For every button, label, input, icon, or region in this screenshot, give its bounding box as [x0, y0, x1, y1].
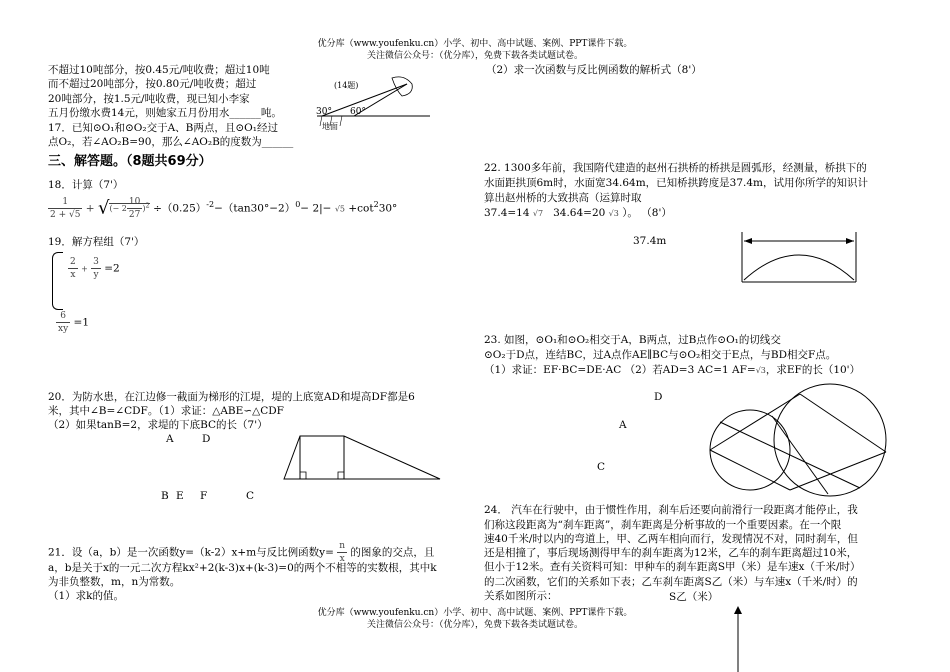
q24-line-4: 还是相撞了，事后现场测得甲车的刹车距离为12米，乙车的刹车距离超过10米， [484, 547, 858, 559]
q16-line-2: 而不超过20吨部分，按0.80元/吨收费；超过 [48, 78, 257, 90]
header-line-1: 优分库（www.youfenku.cn）小学、初中、高中试题、案例、PPT课件下载。 [317, 39, 633, 49]
q23-line-2: ⊙O₂于D点，连结BC，过A点作AE∥BC与⊙O₂相交于E点，与BD相交F点。 [484, 349, 837, 361]
q16-line-3: 20吨部分，按1.5元/吨收费，现已知小李家 [48, 93, 250, 105]
q24-line-6: 的二次函数，它们的关系如下表；乙车刹车距离S乙（米）与车速x（千米/时）的 [484, 576, 858, 588]
q24-line-3: 速40千米/时以内的弯道上，甲、乙两车相向而行，发现情况不对，同时刹车，但 [484, 533, 858, 545]
bridge-span-label: 37.4m [633, 235, 667, 247]
q23-line-3: （1）求证：EF·BC=DE·AC （2）若AD=3 AC=1 AF=√3，求EF的长（10'） [484, 364, 861, 376]
q23-point-c-label: C [597, 461, 606, 473]
angle-60-label: 60° [350, 107, 366, 117]
q23-point-a-label: A [619, 419, 627, 431]
q18-root: (− 2 $\frac{10}{27}$ )$^2$ [109, 197, 150, 221]
figure-14 [312, 74, 437, 134]
figure-14-label: (14题) [334, 81, 359, 90]
q21-line-3: 为非负整数，m，n为常数。 [48, 576, 181, 588]
q21-line-4: （1）求k的值。 [48, 590, 125, 602]
q24-line-7: 关系如图所示： [484, 590, 558, 602]
section-3-heading: 三、解答题。（8题共69分） [48, 154, 212, 169]
q17-line-2: 点O₂，若∠AO₂B=90，那么∠AO₂B的度数为______ [48, 136, 294, 148]
embankment-trapezoid-figure [282, 432, 442, 482]
q23-point-d-label: D [654, 391, 663, 403]
q19-title: 19．解方程组（7'） [48, 236, 145, 248]
q20-line-1: 20．为防水患，在江边修一截面为梯形的江堤，堤的上底宽AD和堤高DF都是6 [48, 391, 415, 403]
q18-expression: $\frac{1}{2 + √5}$ + √(− 2 $\frac{10}{27}$ )$^2 \div(0.25)^{-2}-(\tan 30^\circ-2)^0- 2|- √5 +\cot^230^\circ$ [50, 197, 398, 221]
angle-30-label: 30° [316, 107, 332, 117]
q18-fraction: $\frac{1}{2 + √5}$ [50, 197, 81, 221]
q19-equation-1: $\frac{2}{x}$ + $\frac{3}{y}$ =2 [70, 257, 120, 281]
q16-line-1: 不超过10吨部分，按0.45元/吨收费；超过10吨 [48, 64, 270, 76]
q19-equation-2: $\frac{6}{xy}$ =1 [58, 311, 89, 335]
q21-line-1: 21．设（a，b）是一次函数y=（k-2）x+m与反比例函数y= $\frac{n}{x}$ 的图象的交点，且 [48, 541, 435, 565]
ground-label: 地面 [322, 122, 338, 131]
q16-line-4: 五月份缴水费14元，则她家五月份用水______吨。 [48, 107, 282, 119]
footer-line-2: 关注微信公众号：（优分库），免费下载各类试题试卷。 [366, 620, 583, 630]
point-f-label: F [200, 490, 208, 502]
point-c-label: C [246, 490, 255, 502]
header-line-2: 关注微信公众号：（优分库），免费下载各类试题试卷。 [366, 51, 583, 61]
equation-system-brace [52, 252, 63, 310]
q21-part-2: （2）求一次函数与反比例函数的解析式（8'） [486, 64, 702, 76]
bridge-arch-figure [738, 232, 863, 284]
q18-title: 18．计算（7'） [48, 179, 124, 191]
point-e-label: E [176, 490, 184, 502]
q22-line-4: 37.4=14 √7 34.64=20 √3 ）。 （8'） [484, 207, 672, 219]
q21-line-2: a，b是关于x的一元二次方程kx²+2(k-3)x+(k-3)=0的两个不相等的实数根，其中k [48, 562, 437, 574]
q20-line-2: 米，其中∠B=∠CDF。（1）求证：△ABE∽△CDF [48, 405, 284, 417]
point-d-label: D [202, 433, 211, 445]
s-axis-label: S乙（米） [669, 591, 719, 603]
intersecting-circles-figure [700, 382, 910, 497]
q23-line-1: 23. 如图，⊙O₁和⊙O₂相交于A，B两点，过B点作⊙O₁的切线交 [484, 334, 781, 346]
radical-sign-icon: √ [97, 197, 110, 219]
q22-line-2: 水面距拱顶6m时，水面宽34.64m，已知桥拱跨度是37.4m，试用你所学的知识计 [484, 177, 868, 189]
q17-line-1: 17．已知⊙O₁和⊙O₂交于A、B两点，且⊙O₁经过 [48, 122, 279, 134]
q20-line-3: （2）如果tanB=2，求堤的下底BC的长（7'） [48, 419, 268, 431]
q22-line-1: 22. 1300多年前，我国隋代建造的赵州石拱桥的桥拱是圆弧形，经测量，桥拱下的 [484, 162, 867, 174]
q24-line-1: 24． 汽车在行驶中，由于惯性作用，刹车后还要向前滑行一段距离才能停止，我 [484, 504, 858, 516]
q22-line-3: 算出赵州桥的大致拱高（运算时取 [484, 192, 642, 204]
point-b-label: B [161, 490, 169, 502]
q24-line-5: 但小于12米。查有关资料可知：甲种车的刹车距离S甲（米）是车速x（千米/时） [484, 561, 861, 573]
q24-line-2: 们称这段距离为“刹车距离”，刹车距离是分析事故的一个重要因素。在一个限 [484, 519, 842, 531]
footer-line-1: 优分库（www.youfenku.cn）小学、初中、高中试题、案例、PPT课件下载。 [317, 608, 633, 618]
point-a-label: A [166, 433, 174, 445]
